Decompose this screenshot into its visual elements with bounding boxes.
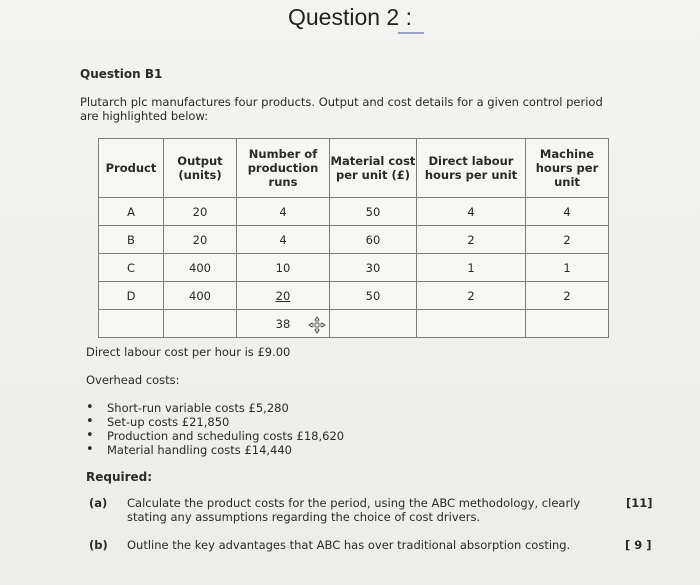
product-table [98,138,609,338]
cell-runs: 4 [237,198,330,226]
cell-material: 30 [330,254,417,282]
cell-product: B [99,226,164,254]
cell-product: D [99,282,164,310]
header-product: Product [99,139,164,198]
table-header-row [99,139,609,198]
cell-product: C [99,254,164,282]
cell-empty [526,310,609,338]
cell-output: 400 [164,282,237,310]
table-row [99,226,609,254]
list-item: • Production and scheduling costs £18,620 [86,429,344,443]
cell-output: 400 [164,254,237,282]
cell-labour: 2 [417,282,526,310]
cell-labour: 1 [417,254,526,282]
intro-paragraph: Plutarch plc manufactures four products. Output and cost details for a given control period are highlighted below: [80,95,603,123]
part-a-text: Calculate the product costs for the period, using the ABC methodology, clearly stating any assumptions regarding the choice of cost drivers. [127,496,581,524]
table-row [99,282,609,310]
cell-empty [99,310,164,338]
part-b-text: Outline the key advantages that ABC has over traditional absorption costing. [127,538,571,552]
cell-labour: 4 [417,198,526,226]
cell-empty [330,310,417,338]
cell-empty [417,310,526,338]
part-a-label: (a) [89,496,108,510]
part-b-label: (b) [89,538,108,552]
cell-output: 20 [164,198,237,226]
overheads-title: Overhead costs: [86,373,180,387]
header-production-runs: Number of production runs [237,139,330,198]
cell-machine: 1 [526,254,609,282]
cell-empty [164,310,237,338]
cell-material: 50 [330,282,417,310]
list-item: • Short-run variable costs £5,280 [86,401,344,415]
move-cursor-icon [308,316,326,334]
header-material-cost: Material cost per unit (£) [330,139,417,198]
table-total-row [99,310,609,338]
list-item: • Set-up costs £21,850 [86,415,344,429]
cell-machine: 2 [526,226,609,254]
cell-labour: 2 [417,226,526,254]
cell-total-runs: 38 [237,310,330,338]
cell-material: 60 [330,226,417,254]
cell-runs: 20 [237,282,330,310]
list-item: • Material handling costs £14,440 [86,443,344,457]
cell-runs: 10 [237,254,330,282]
header-labour-hours: Direct labour hours per unit [417,139,526,198]
title-underline [398,32,424,34]
section-title: Question B1 [80,67,163,81]
cell-material: 50 [330,198,417,226]
question-title: Question 2 : [287,4,413,30]
table-row [99,254,609,282]
required-title: Required: [86,470,153,484]
part-b-marks: [ 9 ] [625,538,652,552]
labour-rate-text: Direct labour cost per hour is £9.00 [86,345,291,359]
header-output: Output (units) [164,139,237,198]
cell-product: A [99,198,164,226]
overhead-list [86,401,344,457]
cell-machine: 2 [526,282,609,310]
cell-machine: 4 [526,198,609,226]
table-row [99,198,609,226]
part-a-marks: [11] [626,496,653,510]
cell-output: 20 [164,226,237,254]
cell-runs: 4 [237,226,330,254]
header-machine-hours: Machine hours per unit [526,139,609,198]
